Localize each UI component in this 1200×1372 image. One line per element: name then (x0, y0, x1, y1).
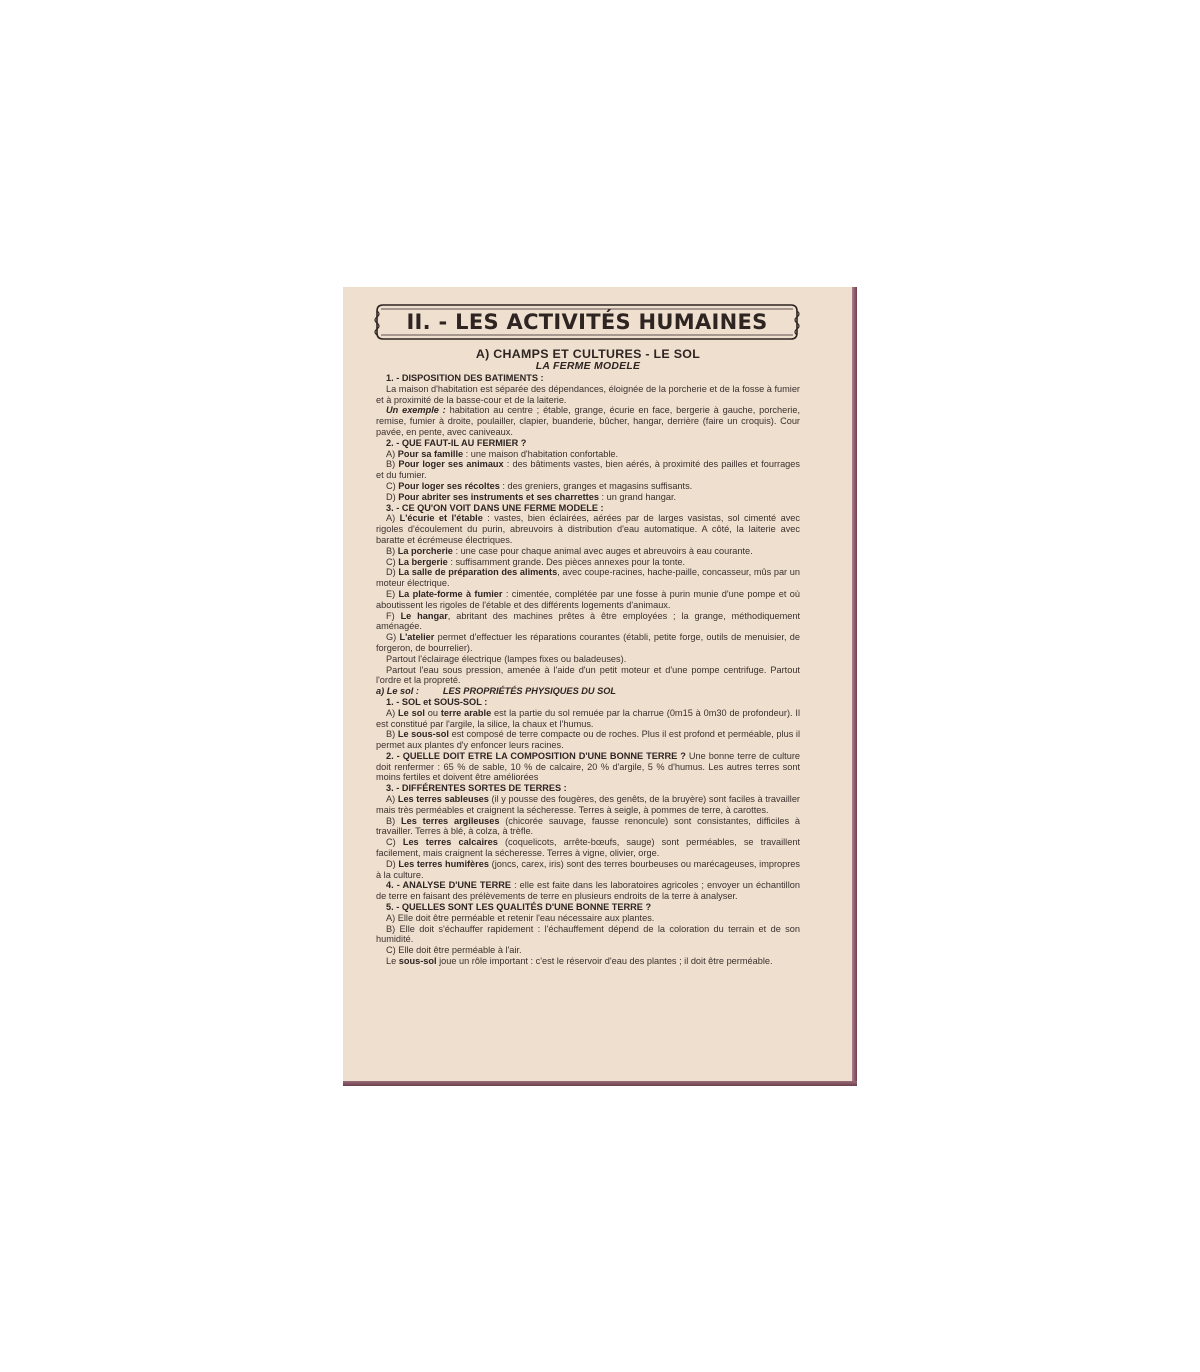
question-title: 5. - QUELLES SONT LES QUALITÉS D'UNE BONNE TERRE ? (386, 902, 652, 913)
question-title: 1. - SOL et SOUS-SOL : (386, 696, 488, 707)
list-item: G) L'atelier permet d'effectuer les réparations courantes (établi, petite forge, outils de menuisier, de forgeron, de bourrelier). (376, 632, 800, 653)
question-title: 1. - DISPOSITION DES BATIMENTS : (386, 373, 544, 383)
list-item: E) La plate-forme à fumier : cimentée, complétée par une fosse à purin munie d'une pompe et où aboutissent les rigoles de l'étable et des différents logements d'animaux. (376, 588, 800, 610)
example-label: Un exemple : (386, 405, 446, 416)
page-content (376, 347, 800, 967)
paragraph: Le sous-sol joue un rôle important : c'est le réservoir d'eau des plantes ; il doit être perméable. (386, 956, 773, 967)
section-heading: A) CHAMPS ET CULTURES - LE SOL (475, 347, 701, 361)
list-item: B) Pour loger ses animaux : des bâtiments vastes, bien aérés, à proximité des pailles et fourrages et du fumier. (376, 459, 800, 481)
list-item: F) Le hangar, abritant des machines prêtes à être employées ; la grange, méthodiquement aménagée. (376, 610, 800, 632)
list-item: A) Les terres sableuses (il y pousse des fougères, des genêts, de la bruyère) sont faciles à travailler mais très perméables et craignent la sécheresse. Terres à seigle, à pommes de terre, à carottes. (376, 794, 800, 815)
paragraph: Partout l'eau sous pression, amenée à l'aide d'un petit moteur et d'une pompe centrifuge. Partout l'ordre et la propreté. (376, 664, 800, 686)
list-item: A) L'écurie et l'étable : vastes, bien éclairées, aérées par de larges vasistas, sol cimenté avec rigoles d'écoulement du purin, abreuvoirs à distribution d'eau automatique. A côté, la laiterie avec baratte et écrémeuse électriques. (376, 513, 800, 545)
list-item: A) Elle doit être perméable et retenir l'eau nécessaire aux plantes. (386, 912, 655, 923)
list-item: C) La bergerie : suffisamment grande. Des pièces annexes pour la tonte. (386, 556, 686, 567)
subsection-heading: a) Le sol : LES PROPRIÉTÉS PHYSIQUES DU SOL (376, 686, 616, 697)
question-title: 3. - CE QU'ON VOIT DANS UNE FERME MODELE : (386, 502, 604, 513)
paragraph: La maison d'habitation est séparée des dépendances, éloignée de la porcherie et de la fosse à fumier et à proximité de la basse-cour et de la laiterie. (376, 383, 800, 405)
section-subheading: LA FERME MODELE (535, 361, 641, 372)
list-item: A) Le sol ou terre arable est la partie du sol remuée par la charrue (0m15 à 0m30 de profondeur). Il est constitué par l'argile, la silice, la chaux et l'humus. (376, 707, 801, 729)
question-title: 3. - DIFFÉRENTES SORTES DE TERRES : (386, 783, 567, 794)
list-item: B) Le sous-sol est composé de terre compacte ou de roches. Plus il est profond et perméable, plus il permet aux plantes d'y enfoncer leurs racines. (376, 729, 800, 751)
book-page-edge (852, 287, 857, 1086)
book-page (343, 287, 856, 1084)
list-item: D) Les terres humifères (joncs, carex, iris) sont des terres bourbeuses ou marécageuses, impropres à la culture. (376, 858, 800, 880)
list-item: B) La porcherie : une case pour chaque animal avec auges et abreuvoirs à eau courante. (386, 545, 753, 556)
chapter-title: II. - LES ACTIVITÉS HUMAINES (406, 310, 768, 334)
list-item: C) Elle doit être perméable à l'air. (386, 945, 522, 956)
question-title: 2. - QUE FAUT-IL AU FERMIER ? (386, 437, 527, 448)
paragraph: 2. - QUELLE DOIT ETRE LA COMPOSITION D'UNE BONNE TERRE ? Une bonne terre de culture doit renfermer : 65 % de sable, 10 % de calcaire, 20 % d'argile, 5 % d'humus. Les autres terres sont moins fertiles et doivent être améliorées (376, 750, 800, 783)
paragraph: Partout l'éclairage électrique (lampes fixes ou baladeuses). (386, 653, 627, 664)
list-item: D) Pour abriter ses instruments et ses charrettes : un grand hangar. (386, 491, 677, 502)
list-item: B) Elle doit s'échauffer rapidement : l'échauffement dépend de la coloration du terrain et de son humidité. (376, 923, 800, 945)
list-item: D) La salle de préparation des aliments, avec coupe-racines, hache-paille, concasseur, mûs par un moteur électrique. (376, 567, 800, 589)
list-item: B) Les terres argileuses (chicorée sauvage, fausse renoncule) sont consistantes, difficiles à travailler. Terres à blé, à colza, à trèfle. (376, 815, 800, 837)
list-item: C) Les terres calcaires (coquelicots, arrête-bœufs, sauge) sont perméables, se travaillent facilement, mais craignent la sécheresse. Terres à vigne, olivier, orge. (376, 837, 800, 859)
book-page-bottom-edge (343, 1081, 857, 1086)
paragraph: 4. - ANALYSE D'UNE TERRE : elle est faite dans les laboratoires agricoles ; envoyer un échantillon de terre en faisant des prélèvements de terre en plusieurs endroits de la terre à analyser. (376, 880, 800, 902)
paragraph: Un exemple : habitation au centre ; étable, grange, écurie en face, bergerie à gauche, porcherie, remise, fumier à droite, poulailler, clapier, buanderie, bûcher, hangar, derrière (faire un croquis). Cour pavée, en pente, avec caniveaux. (376, 405, 801, 437)
chapter-banner (373, 301, 801, 343)
list-item: A) Pour sa famille : une maison d'habitation confortable. (386, 448, 619, 459)
list-item: C) Pour loger ses récoltes : des greniers, granges et magasins suffisants. (386, 480, 693, 491)
